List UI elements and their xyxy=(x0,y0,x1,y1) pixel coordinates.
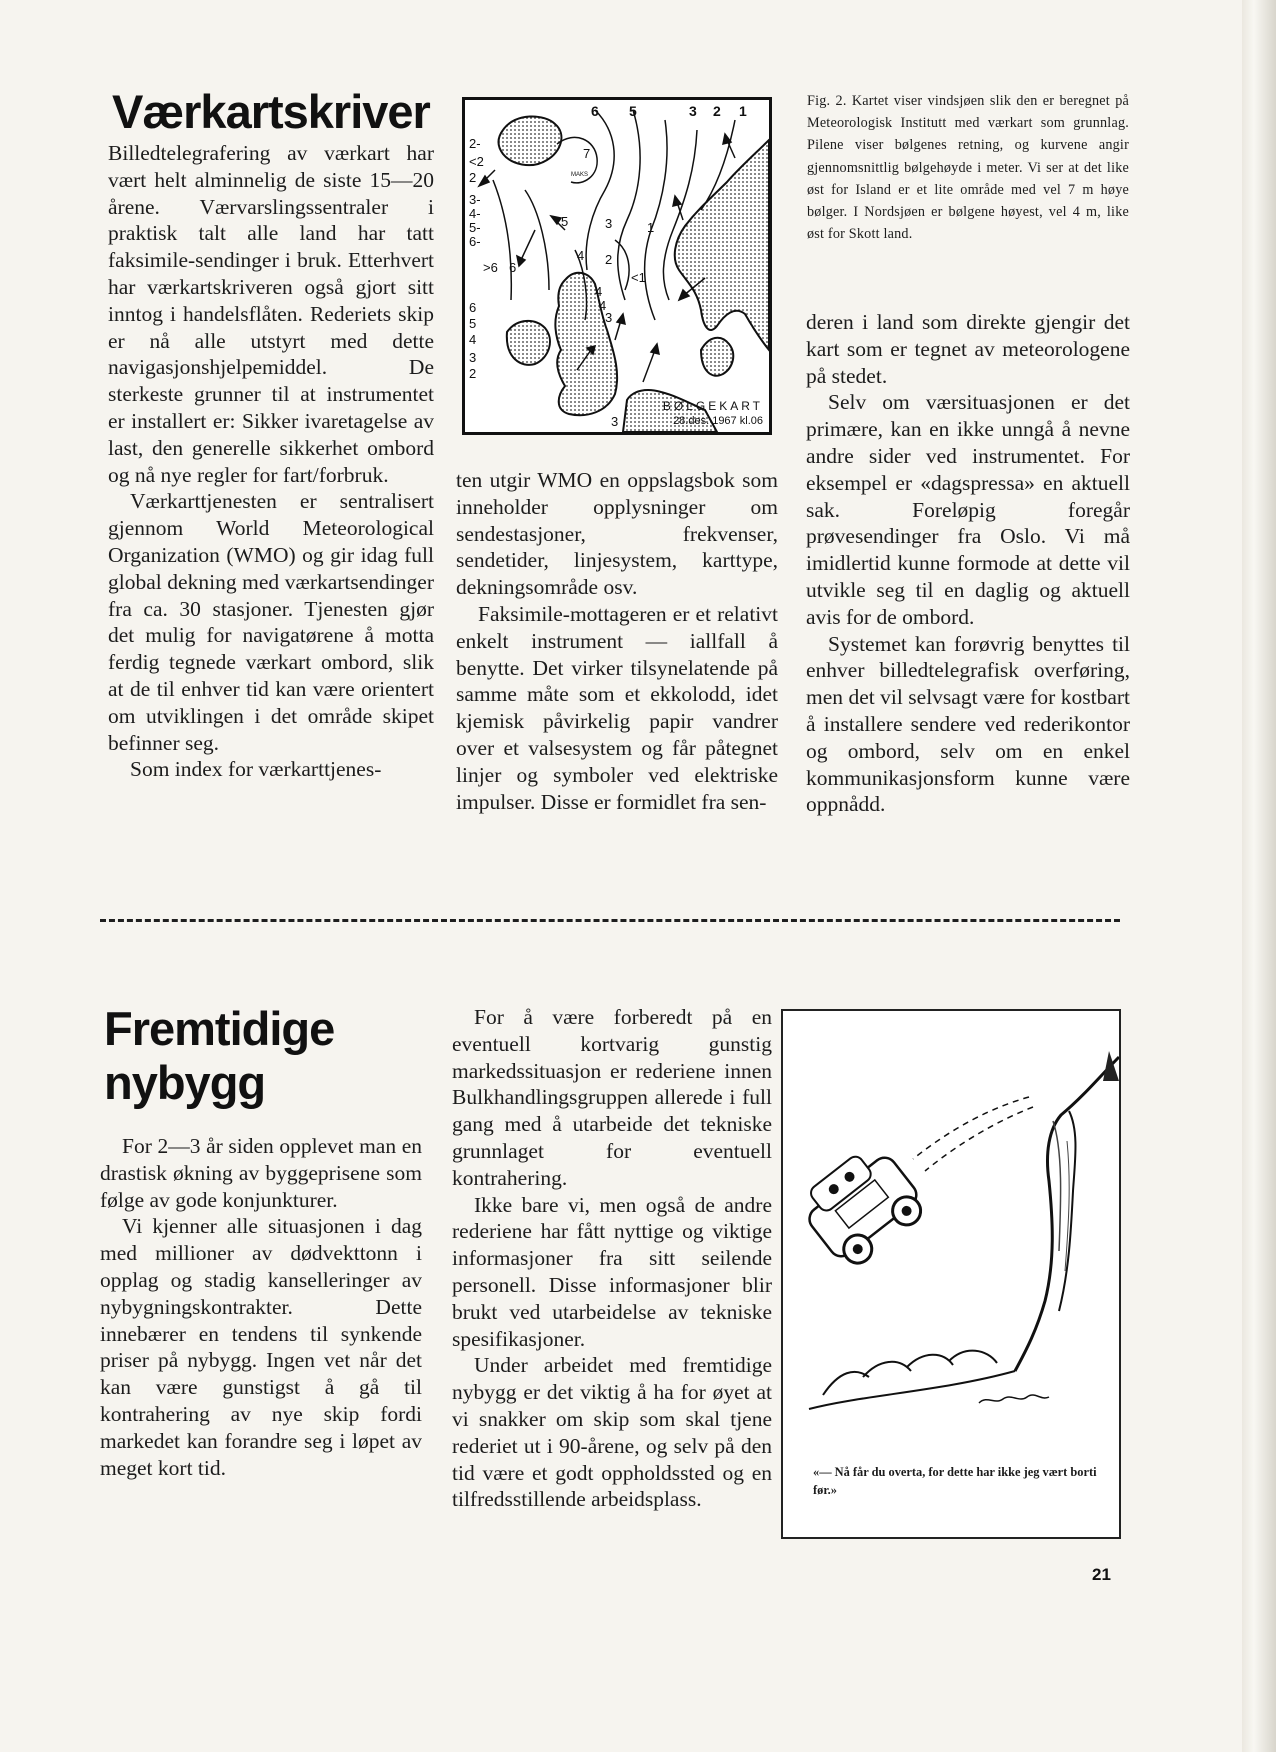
article2-headline xyxy=(104,1002,334,1110)
map-left-labels xyxy=(469,136,484,381)
headline-line: Fremtidige xyxy=(104,1002,335,1055)
map-label: 4 xyxy=(469,332,477,347)
map-label: >6 xyxy=(483,260,498,275)
map-label: 4 xyxy=(599,298,607,313)
map-label: 5 xyxy=(629,103,637,119)
paragraph: Værkarttjenesten er sentralisert gjennom World Meteorological Organization (WMO) og gir idag full global dekning med værkartsendinger fra ca. 30 stasjoner. Tjenesten gjør det mulig for navigatørene å motta ferdig tegnede værkart ombord, slik at de til enhver tid kan være orientert om utviklingen i det område skipet befinner seg. xyxy=(108,489,434,755)
article1-column-3 xyxy=(806,309,1130,818)
map-label: 1 xyxy=(647,220,655,235)
map-label: 2 xyxy=(469,366,477,381)
cliff-illustration xyxy=(1015,1057,1119,1371)
map-label: 3 xyxy=(611,414,619,429)
map-label: 3 xyxy=(689,103,697,119)
paragraph: Systemet kan forøvrig benyttes til enhver billedtelegrafisk overføring, men det vil selvsagt være for kostbart å installere sendere ved rederikontor og ombord, selv om en enkel kommunikasjonsform kunne være oppnådd. xyxy=(806,631,1130,817)
map-label: 3 xyxy=(469,350,477,365)
article1-column-2 xyxy=(456,467,778,815)
scandinavia-land xyxy=(675,140,769,350)
page-edge-shadow xyxy=(1242,0,1276,1752)
iceland-land xyxy=(499,116,562,165)
map-date: 28.des. 1967 xyxy=(673,415,737,427)
map-label: 1 xyxy=(739,103,747,119)
article2-column-1 xyxy=(100,1133,422,1481)
map-label: 6 xyxy=(509,260,517,275)
paragraph: Under arbeidet med fremtidige nybygg er det viktig å ha for øyet at vi snakker om skip som skal tjene rederiet ut i 90-årene, og selv på den tid være et godt oppholdssted og en tilfredsstillende arbeidsplass. xyxy=(452,1353,772,1512)
article1-headline: Værkartskriver xyxy=(112,85,430,138)
paragraph: deren i land som direkte gjengir det kart som er tegnet av meteorologene på stedet. xyxy=(806,310,1130,388)
skid-marks xyxy=(913,1097,1033,1171)
paragraph: Vi kjenner alle situasjonen i dag med millioner av dødvekttonn i opplag og stadig kanselleringer av nybygningskontrakter. Dette innebærer en tendens til synkende priser på nybygg. Ingen vet når det kan være gunstigst å gå til kontrahering av nye skip fordi markedet kan forandre seg i løpet av meget kort tid. xyxy=(100,1214,422,1480)
map-label: <1 xyxy=(631,270,646,285)
cartoon-caption: «— Nå får du overta, for dette har ikke jeg vært borti før.» xyxy=(813,1465,1097,1497)
map-label: 3 xyxy=(605,216,613,231)
wave-map-figure xyxy=(462,97,772,435)
map-label: 6 xyxy=(469,300,477,315)
map-label: <2 xyxy=(469,154,484,169)
map-label: 5 xyxy=(469,316,477,331)
map-label: 2 xyxy=(713,103,721,119)
paragraph: ten utgir WMO en oppslagsbok som inneholder opplysninger om sendestasjoner, frekvenser, sendetider, linjesystem, karttype, dekningsområde osv. xyxy=(456,468,778,600)
map-label: 2 xyxy=(469,170,477,185)
map-label: 4- xyxy=(469,206,481,221)
paragraph: Faksimile-mottageren er et relativt enkelt instrument — iallfall å benytte. Det virker tilsynelatende på samme måte som et ekkolodd, idet kjemisk påvirkelig papir vandrer over et valsesystem og får påtegnet linjer og symboler ved elektriske impulser. Disse er formidlet fra sen- xyxy=(456,601,778,814)
figure-caption: Fig. 2. Kartet viser vindsjøen slik den er beregnet på Meteorologisk Institutt med værkart som grunnlag. Pilene viser bølgenes retning, og kurvene angir gjennomsnittlig bølgehøyde i meter. Vi ser at det like øst for Island er et lite område med vel 7 m høye bølger. I Nordsjøen er bølgene høyest, vel 4 m, like øst for Skott land. xyxy=(807,93,1129,243)
map-label: MAKS xyxy=(571,172,589,178)
map-label: 2- xyxy=(469,136,481,151)
map-label: 5 xyxy=(561,214,569,229)
map-label: 4 xyxy=(595,284,603,299)
map-date-line xyxy=(663,414,763,429)
map-title: BØLGEKART xyxy=(662,399,763,413)
map-label: 6- xyxy=(469,234,481,249)
map-label: 5- xyxy=(469,220,481,235)
map-label: 3- xyxy=(469,192,481,207)
map-legend xyxy=(663,399,763,429)
cartoon-drawing xyxy=(783,1011,1119,1451)
ireland-land xyxy=(507,321,550,365)
map-label: 4 xyxy=(577,248,585,263)
map-top-labels xyxy=(591,103,747,119)
wave-map-drawing xyxy=(465,100,769,432)
map-label: 6 xyxy=(591,103,599,119)
paragraph: For å være forberedt på en eventuell kortvarig gunstig markedssituasjon er rederiene innen Bulkhandlingsgruppen allerede i full gang med å utarbeide det tekniske grunnlaget for eventuell kontrahering. xyxy=(452,1005,772,1190)
artist-signature xyxy=(979,1395,1049,1403)
falling-car-illustration xyxy=(794,1139,931,1274)
paragraph: Ikke bare vi, men også de andre rederiene har fått nyttige og viktige informasjoner fra sitt seilende personell. Disse informasjoner blir brukt ved utarbeidelse av tekniske spesifikasjoner. xyxy=(452,1192,772,1351)
paragraph: Selv om værsituasjonen er det primære, kan en ikke unngå å nevne andre sider ved instrumentet. For eksempel er «dagspressa» en aktuell sak. Foreløpig foregår prøvesendinger fra Oslo. Vi må imidlertid kunne formode at dette vil utvikle seg til en daglig og aktuell avis for de ombord. xyxy=(806,390,1130,629)
page-number: 21 xyxy=(1092,1565,1111,1584)
map-time: kl.06 xyxy=(739,415,763,427)
denmark-land xyxy=(701,338,733,376)
section-divider xyxy=(100,919,1120,922)
map-label: 3 xyxy=(605,310,613,325)
cartoon-figure xyxy=(781,1009,1121,1539)
article2-column-2 xyxy=(452,1004,772,1513)
paragraph: For 2—3 år siden opplevet man en drastisk økning av byggeprisene som følge av gode konjunkturer. xyxy=(100,1134,422,1212)
article1-column-1 xyxy=(108,140,434,783)
map-label: 2 xyxy=(605,252,613,267)
map-label: 7 xyxy=(583,146,591,161)
paragraph: Som index for værkarttjenes- xyxy=(130,757,382,782)
paragraph: Billedtelegrafering av værkart har vært helt alminnelig de siste 15—20 årene. Værvarslingssentraler i praktisk talt alle land har tatt faksimile-sendinger i bruk. Etterhvert har værkartskriveren også gjort sitt inntog i handelsflåten. Rederiets skip er nå alle utstyrt med dette navigasjonshjelpemiddel. De sterkeste grunner til at instrumentet er installert er: Sikker ivaretagelse av last, den generelle sikkerhet ombord og nå nye regler for fart/forbruk. xyxy=(108,141,434,487)
headline-line: nybygg xyxy=(104,1056,266,1109)
